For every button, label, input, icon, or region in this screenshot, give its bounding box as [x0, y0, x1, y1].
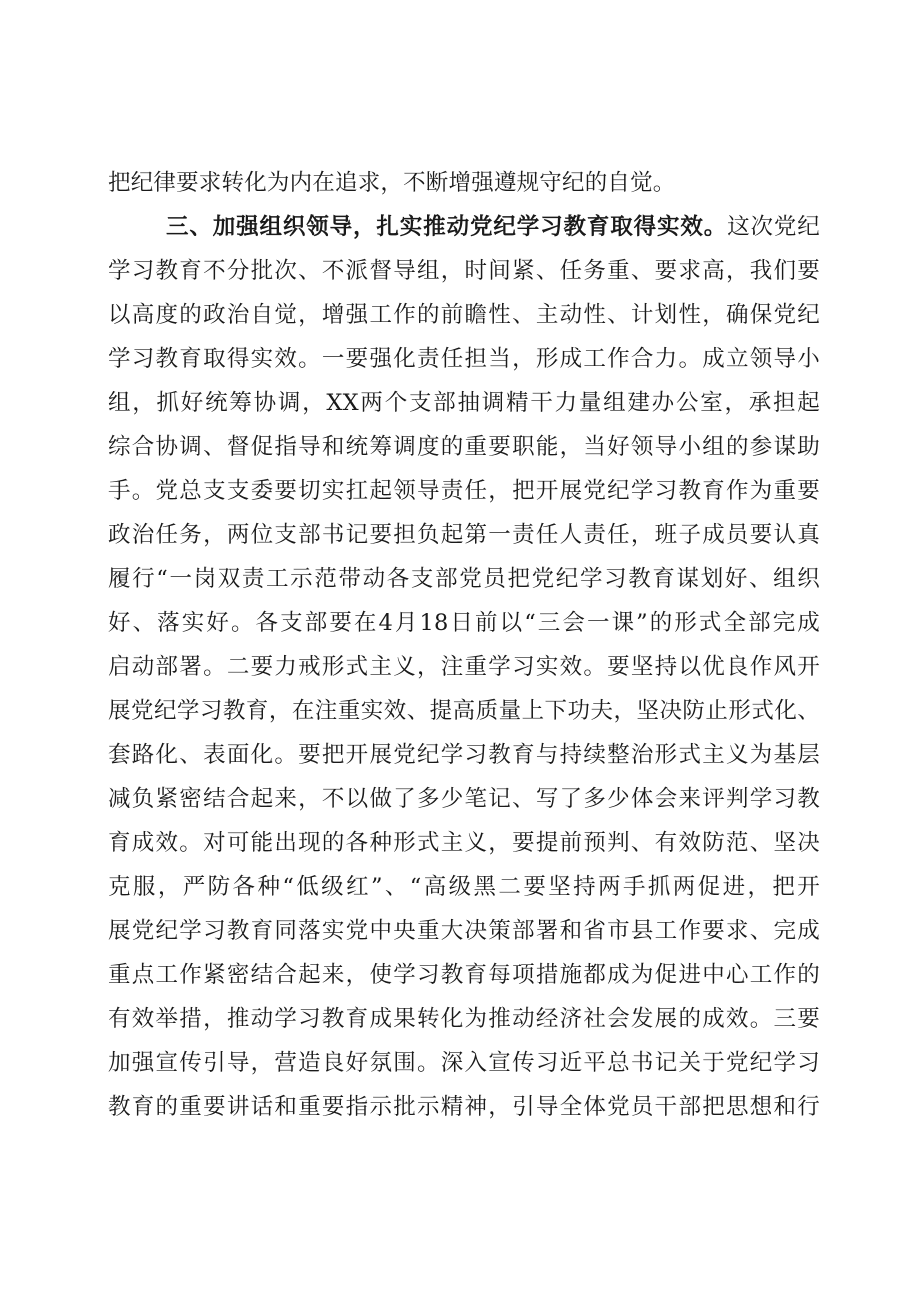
text-line [108, 290, 820, 340]
text-line [108, 554, 820, 604]
text-segment: 加强宣传引导，营造良好氛围。深入宣传习近平总书记关于党纪学习 [108, 1050, 820, 1076]
text-line [108, 686, 820, 736]
text-line [108, 246, 820, 296]
text-segment: 展党纪学习教育同落实党中央重大决策部署和省市县工作要求、完成 [108, 918, 820, 944]
text-segment: 手。党总支支委要切实扛起领导责任，把开展党纪学习教育作为重要 [108, 478, 820, 504]
text-line [108, 730, 820, 780]
section-heading: 三、加强组织领导，扎实推动党纪学习教育取得实效。 [166, 214, 728, 240]
text-segment: 把纪律要求转化为内在追求，不断增强遵规守纪的自觉。 [108, 170, 676, 196]
text-line [108, 950, 820, 1000]
text-segment: 启动部署。二要力戒形式主义，注重学习实效。要坚持以优良作风开 [108, 654, 820, 680]
text-segment: 综合协调、督促指导和统筹调度的重要职能，当好领导小组的参谋助 [108, 434, 820, 460]
text-segment: 组，抓好统筹协调，XX两个支部抽调精干力量组建办公室，承担起 [108, 390, 820, 416]
text-segment: 套路化、表面化。要把开展党纪学习教育与持续整治形式主义为基层 [108, 742, 820, 768]
text-line [108, 774, 820, 824]
text-line [108, 862, 820, 912]
text-line [108, 1038, 820, 1088]
text-segment: 克服，严防各种“低级红”、“高级黑二要坚持两手抓两促进，把开 [108, 874, 820, 900]
text-line [166, 202, 820, 252]
text-segment: 以高度的政治自觉，增强工作的前瞻性、主动性、计划性，确保党纪 [108, 302, 820, 328]
text-segment: 育成效。对可能出现的各种形式主义，要提前预判、有效防范、坚决 [108, 830, 820, 856]
text-segment: 有效举措，推动学习教育成果转化为推动经济社会发展的成效。三要 [108, 1006, 820, 1032]
text-segment: 政治任务，两位支部书记要担负起第一责任人责任，班子成员要认真 [108, 522, 820, 548]
text-line [108, 818, 820, 868]
text-line [108, 334, 820, 384]
text-line [108, 510, 820, 560]
text-line [108, 466, 820, 516]
text-segment: 减负紧密结合起来，不以做了多少笔记、写了多少体会来评判学习教 [108, 786, 820, 812]
text-segment: 学习教育取得实效。一要强化责任担当，形成工作合力。成立领导小 [108, 346, 820, 372]
text-line [108, 598, 820, 648]
text-line [108, 378, 820, 428]
text-line [108, 906, 820, 956]
text-segment: 重点工作紧密结合起来，使学习教育每项措施都成为促进中心工作的 [108, 962, 820, 988]
text-line [108, 422, 820, 472]
text-line [108, 158, 820, 208]
text-line [108, 994, 820, 1044]
text-segment: 好、落实好。各支部要在4月18日前以“三会一课”的形式全部完成 [108, 610, 820, 636]
text-segment: 学习教育不分批次、不派督导组，时间紧、任务重、要求高，我们要 [108, 258, 820, 284]
text-segment: 履行“一岗双责工示范带动各支部党员把党纪学习教育谋划好、组织 [108, 566, 820, 592]
text-segment: 教育的重要讲话和重要指示批示精神，引导全体党员干部把思想和行 [108, 1094, 820, 1120]
text-line [108, 1082, 820, 1132]
text-segment: 这次党纪 [727, 214, 820, 240]
text-segment: 展党纪学习教育，在注重实效、提高质量上下功夫，坚决防止形式化、 [108, 698, 820, 724]
text-line [108, 642, 820, 692]
